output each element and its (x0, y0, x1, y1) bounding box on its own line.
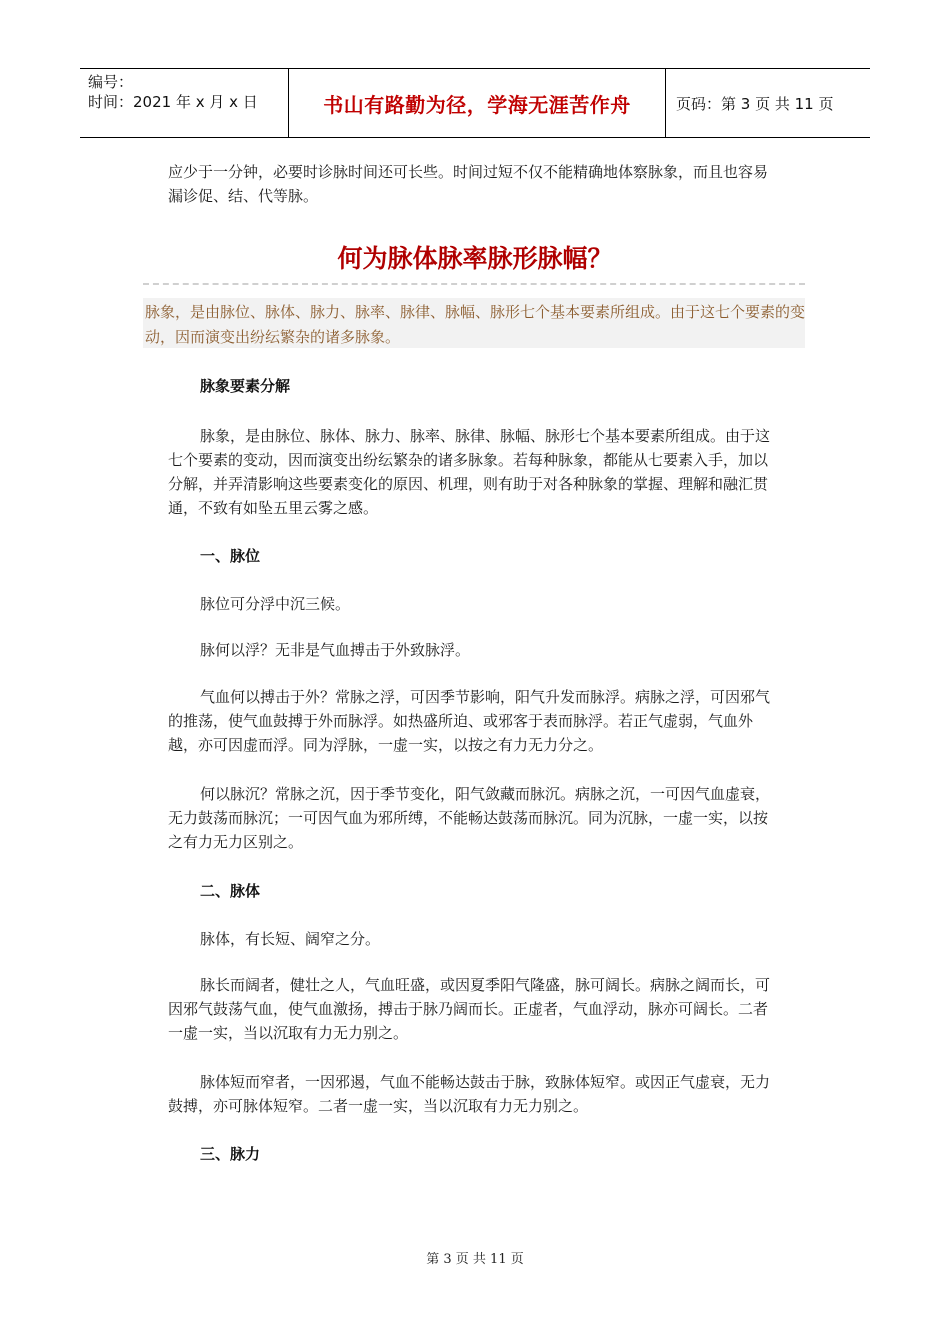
paragraph: 何以脉沉？常脉之沉，因于季节变化，阳气敛藏而脉沉。病脉之沉，一可因气血虚衰，无力鼓荡而脉沉；一可因气血为邪所缚，不能畅达鼓荡而脉沉。同为沉脉，一虚一实，以按之有力无力区别之。 (168, 785, 771, 851)
summary-box: 脉象，是由脉位、脉体、脉力、脉率、脉律、脉幅、脉形七个基本要素所组成。由于这七个要素的变动，因而演变出纷纭繁杂的诸多脉象。 (143, 298, 805, 348)
intro-paragraph: 应少于一分钟，必要时诊脉时间还可长些。时间过短不仅不能精确地体察脉象，而且也容易漏诊促、结、代等脉。 (168, 163, 769, 205)
section-subtitle: 脉象要素分解 (200, 377, 291, 395)
paragraph: 脉位可分浮中沉三候。 (200, 595, 351, 613)
number-label: 编号： (88, 73, 134, 91)
date-label: 时间：2021 年 x 月 x 日 (88, 93, 258, 111)
header-meta (80, 69, 289, 137)
paragraph: 脉何以浮？无非是气血搏击于外致脉浮。 (200, 641, 471, 659)
paragraph: 脉长而阔者，健壮之人，气血旺盛，或因夏季阳气隆盛，脉可阔长。病脉之阔而长，可因邪气鼓荡气血，使气血激扬，搏击于脉乃阔而长。正虚者，气血浮动，脉亦可阔长。二者一虚一实，当以沉取有力无力别之。 (168, 976, 771, 1042)
page-footer: 第 3 页 共 11 页 (426, 1252, 524, 1267)
section-heading-2: 二、脉体 (200, 882, 261, 900)
header-page-info: 页码：第 3 页 共 11 页 (676, 94, 834, 113)
paragraph: 气血何以搏击于外？常脉之浮，可因季节影响，阳气升发而脉浮。病脉之浮，可因邪气的推荡，使气血鼓搏于外而脉浮。如热盛所迫、或邪客于表而脉浮。若正气虚弱，气血外越，亦可因虚而浮。同为浮脉，一虚一实，以按之有力无力分之。 (168, 688, 771, 754)
paragraph-overview: 脉象，是由脉位、脉体、脉力、脉率、脉律、脉幅、脉形七个基本要素所组成。由于这七个要素的变动，因而演变出纷纭繁杂的诸多脉象。若每种脉象，都能从七要素入手，加以分解，并弄清影响这些要素变化的原因、机理，则有助于对各种脉象的掌握、理解和融汇贯通，不致有如坠五里云雾之感。 (168, 427, 771, 517)
header-motto: 书山有路勤为径，学海无涯苦作舟 (289, 69, 666, 137)
section-heading-1: 一、脉位 (200, 547, 261, 565)
page-header (80, 68, 870, 138)
article-title: 何为脉体脉率脉形脉幅？ (337, 244, 613, 273)
title-divider (143, 283, 805, 285)
section-heading-3: 三、脉力 (200, 1145, 261, 1163)
paragraph: 脉体，有长短、阔窄之分。 (200, 930, 381, 948)
paragraph: 脉体短而窄者，一因邪遏，气血不能畅达鼓击于脉，致脉体短窄。或因正气虚衰，无力鼓搏，亦可脉体短窄。二者一虚一实，当以沉取有力无力别之。 (168, 1073, 771, 1115)
